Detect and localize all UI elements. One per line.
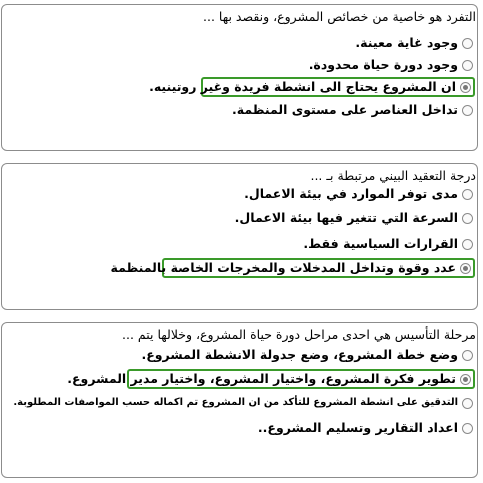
answer-label: تطوير فكرة المشروع، واختيار المشروع، واختيار مدير المشروع. (67, 371, 456, 386)
answer-label: وجود غاية معينة. (355, 35, 458, 50)
answer-label: تداخل العناصر على مستوى المنظمة. (232, 102, 458, 117)
radio-button-checked[interactable] (460, 82, 471, 93)
radio-button[interactable] (462, 38, 473, 49)
answer-label: ان المشروع يحتاج الى انشطة فريدة وغير روتينيه. (149, 79, 456, 94)
answer-option-selected[interactable] (110, 258, 475, 278)
radio-button[interactable] (462, 239, 473, 250)
radio-button[interactable] (462, 398, 473, 409)
radio-button-checked[interactable] (460, 263, 471, 274)
answer-label: وضع خطة المشروع، وضع جدولة الانشطة المشروع. (141, 347, 458, 362)
answer-label: مدى توفر الموارد في بيئة الاعمال. (244, 186, 458, 201)
question-panel-1 (1, 4, 478, 151)
radio-button[interactable] (462, 423, 473, 434)
answer-option[interactable] (232, 100, 475, 120)
answer-label: التدقيق على انشطة المشروع للتأكد من ان المشروع تم اكماله حسب المواصفات المطلوبة. (13, 397, 458, 408)
question-panel-3 (1, 322, 478, 478)
answer-option[interactable] (235, 208, 475, 228)
radio-button[interactable] (462, 60, 473, 71)
answer-option[interactable] (13, 393, 475, 413)
answer-option[interactable] (309, 55, 475, 75)
radio-button[interactable] (462, 189, 473, 200)
question-text: مرحلة التأسيس هي احدى مراحل دورة حياة المشروع، وخلالها يتم ... (122, 327, 476, 342)
answer-label: القرارات السياسية فقط. (303, 236, 458, 251)
answer-label: السرعة التي تتغير فيها بيئة الاعمال. (234, 210, 458, 225)
question-panel-2 (1, 163, 478, 310)
answer-label: اعداد التقارير وتسليم المشروع.. (257, 420, 458, 435)
answer-option[interactable] (355, 33, 475, 53)
answer-option[interactable] (303, 234, 475, 254)
question-text: درجة التعقيد البيني مرتبطة بـ ... (310, 168, 476, 183)
radio-button[interactable] (462, 213, 473, 224)
radio-button[interactable] (462, 105, 473, 116)
answer-label: وجود دورة حياة محدودة. (308, 57, 458, 72)
question-text: التفرد هو خاصية من خصائص المشروع، ونقصد بها ... (203, 9, 476, 24)
answer-option[interactable] (258, 418, 475, 438)
answer-option[interactable] (141, 345, 475, 365)
radio-button-checked[interactable] (460, 374, 471, 385)
answer-option[interactable] (244, 184, 475, 204)
answer-option-selected[interactable] (149, 77, 475, 97)
answer-option-selected[interactable] (67, 369, 475, 389)
answer-label: عدد وقوة وتداخل المدخلات والمخرجات الخاصة بالمنظمة (110, 260, 456, 275)
radio-button[interactable] (462, 350, 473, 361)
